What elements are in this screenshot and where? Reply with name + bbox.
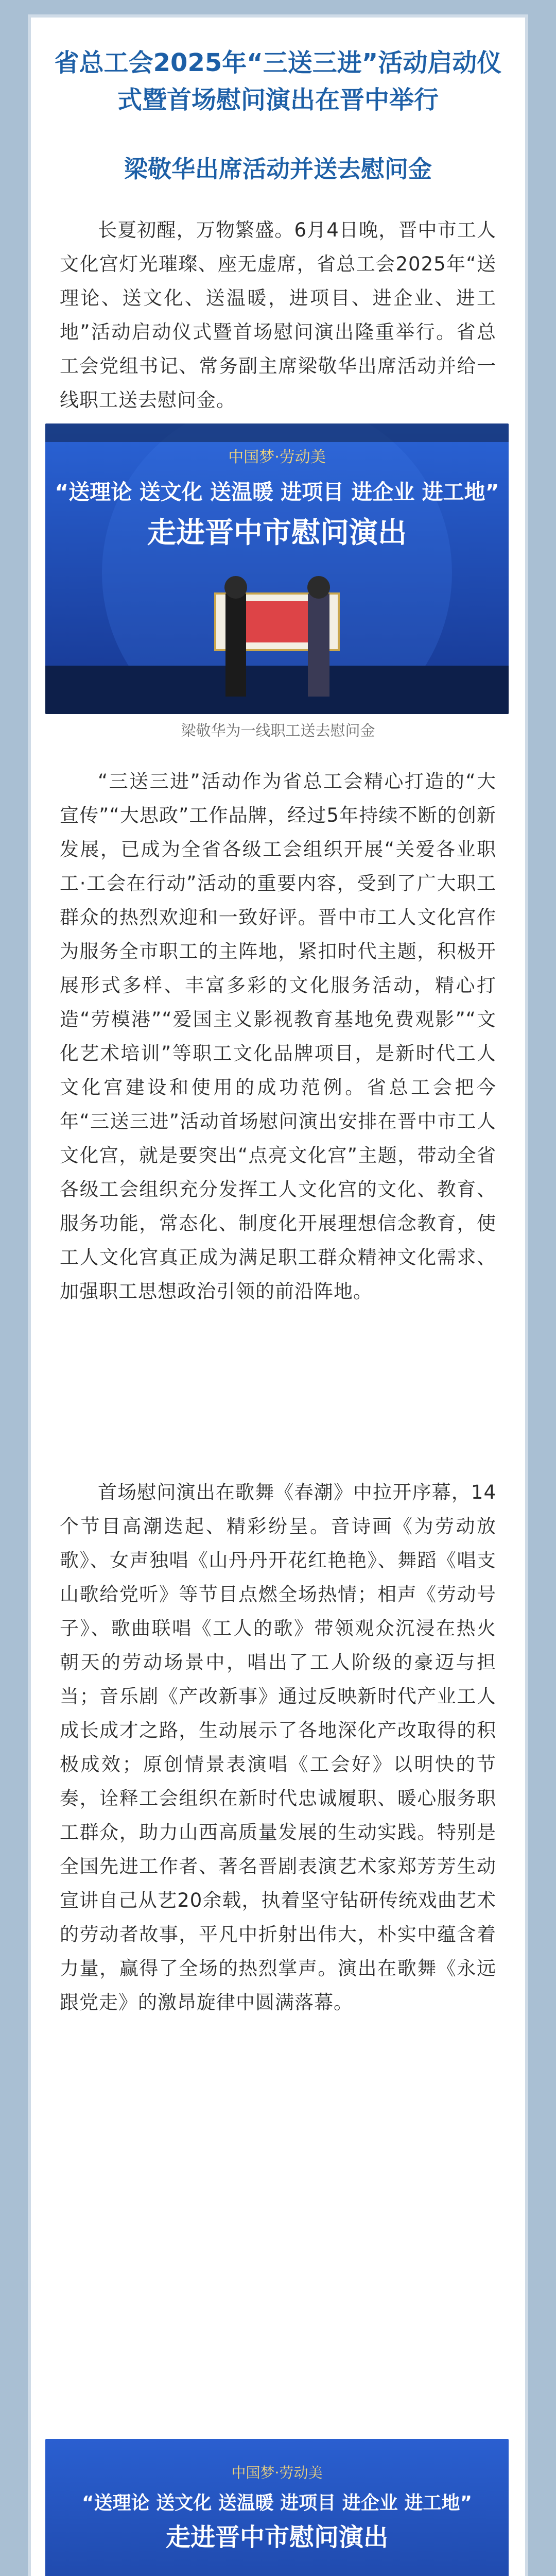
photo1-banner-line-1: “送理论 送文化 送温暖 进项目 进企业 进工地” (55, 480, 499, 504)
photo-donation (45, 423, 509, 714)
photo2-logo-text: 中国梦·劳动美 (231, 2464, 323, 2481)
page-title (31, 44, 525, 118)
paragraph-3: 首场慰问演出在歌舞《春潮》中拉开序幕，14个节目高潮迭起、精彩纷呈。音诗画《为劳动放歌》、女声独唱《山丹丹开花红艳艳》、舞蹈《唱支山歌给党听》等节目点燃全场热情；相声《劳动号子》、歌曲联唱《工人的歌》带领观众沉浸在热火朝天的劳动场景中，唱出了工人阶级的豪迈与担当；音乐剧《产改新事》通过反映新时代产业工人成长成才之路，生动展示了各地深化产改取得的积极成效；原创情景表演唱《工会好》以明快的节奏，诠释工会组织在新时代忠诚履职、暖心服务职工群众，助力山西高质量发展的生动实践。特别是全国先进工作者、著名晋剧表演艺术家郑芳芳生动宣讲自己从艺20余载，执着坚守钻研传统戏曲艺术的劳动者故事，平凡中折射出伟大，朴实中蕴含着力量，赢得了全场的热烈掌声。演出在歌舞《永远跟党走》的激昂旋律中圆满落幕。 (60, 1481, 496, 2013)
article-subtitle: 梁敬华出席活动并送去慰问金 (124, 155, 432, 183)
title-line-2: 式暨首场慰问演出在晋中举行 (117, 86, 439, 114)
photo1-caption: 梁敬华为一线职工送去慰问金 (181, 722, 375, 739)
photo2-banner-line-1: “送理论 送文化 送温暖 进项目 进企业 进工地” (82, 2493, 472, 2514)
photo1-banner-line-2: 走进晋中市慰问演出 (147, 516, 407, 550)
photo2-banner-line-2: 走进晋中市慰问演出 (165, 2523, 388, 2552)
paragraph-2: “三送三进”活动作为省总工会精心打造的“大宣传”“大思政”工作品牌，经过5年持续不断的创新发展，已成为全省各级工会组织开展“关爱各业职工·工会在行动”活动的重要内容，受到了广大职工群众的热烈欢迎和一致好评。晋中市工人文化宫作为服务全市职工的主阵地，紧扣时代主题，积极开展形式多样、丰富多彩的文化服务活动，精心打造“劳模港”“爱国主义影视教育基地免费观影”“文化艺术培训”等职工文化品牌项目，是新时代工人文化宫建设和使用的成功范例。省总工会把今年“三送三进”活动首场慰问演出安排在晋中市工人文化宫，就是要突出“点亮文化宫”主题，带动全省各级工会组织充分发挥工人文化宫的文化、教育、服务功能，常态化、制度化开展理想信念教育，使工人文化宫真正成为满足职工群众精神文化需求、加强职工思想政治引领的前沿阵地。 (60, 770, 496, 1302)
paragraph-1: 长夏初醒，万物繁盛。6月4日晚，晋中市工人文化宫灯光璀璨、座无虚席，省总工会2025年“送理论、送文化、送温暖，进项目、进企业、进工地”活动启动仪式暨首场慰问演出隆重举行。省总工会党组书记、常务副主席梁敬华出席活动并给一线职工送去慰问金。 (60, 219, 496, 411)
article-card (28, 14, 528, 2576)
photo-group (45, 2439, 509, 2576)
photo1-logo-text: 中国梦·劳动美 (228, 448, 326, 466)
photo-donation-image (45, 423, 509, 714)
title-line-1: 省总工会2025年“三送三进”活动启动仪 (54, 48, 502, 77)
